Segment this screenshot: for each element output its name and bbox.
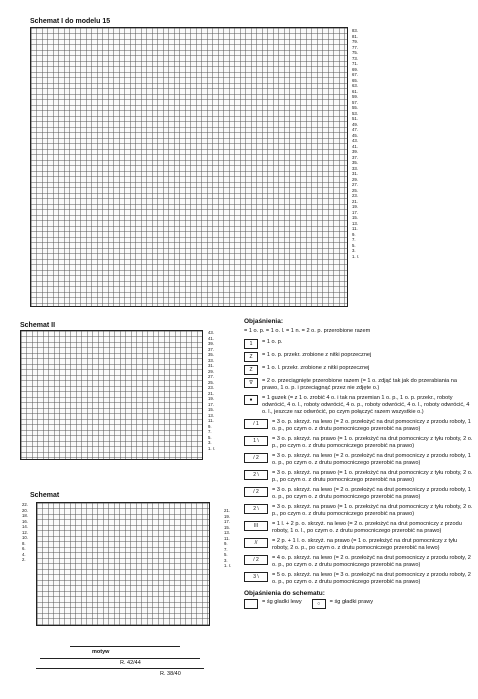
row-number: 12. (22, 529, 28, 535)
row-number: 51. (352, 116, 358, 121)
row-number: 18. (22, 513, 28, 518)
legend-item (244, 487, 474, 501)
row-number: 11. (224, 535, 230, 541)
row-number: 27. (208, 374, 214, 379)
stitch-symbol-icon: 2 \ (244, 470, 268, 480)
legend-item-text: = 3 o. p. skrzyż. na lewo (= 2 o. przełożyć na drut pomocniczy z przodu roboty, 1 o. p., po czym o. z drutu pomocniczego przerobić na prawo) (272, 419, 471, 432)
row-number: 47. (352, 127, 358, 132)
row-number: 13. (224, 530, 230, 535)
legend-item-text: = 3 o. p. skrzyż. na lewo (= 2 o. przełożyć na drut pomocniczy z przodu roboty, 1 o. p., po czym o. z drutu pomocniczego przerobić na prawo) (272, 453, 471, 466)
r2-label: R. 38/40 (160, 671, 181, 677)
row-number: 55. (352, 105, 358, 110)
schemat1-row-numbers (352, 28, 359, 259)
row-number: 59. (352, 94, 358, 99)
row-number: 21. (352, 198, 358, 204)
row-number: 9. (224, 541, 228, 546)
legend-item (244, 504, 474, 518)
legend-item (244, 395, 474, 416)
row-number: 15. (224, 524, 230, 530)
row-number: 25. (352, 187, 358, 193)
legend-item-text: = 5 o. p. skrzyż. na lewo (= 3 o. przełożyć na drut pomocniczy z przodu roboty, 2 o. p., po czym o. z drutu pomocniczego przerobić na prawo) (272, 572, 471, 585)
row-number: 1. r. (208, 445, 216, 451)
row-number: 21. (208, 390, 214, 396)
legend-item-text: = 2 p. + 1 l. o. skrzyż. na prawo (= 1 o. przełożyć na drut pomocniczy z tyłu roboty, 2 o. p., po czym o. z drutu pomocniczego przerobić na lewo) (272, 538, 458, 551)
legend-item (244, 470, 474, 484)
legend-item-text: = 1 o. l. przekr. zrobione z nitki poprzecznej (262, 365, 370, 371)
legend-item (244, 419, 474, 433)
row-number: 19. (352, 204, 358, 209)
blank-square-icon (244, 599, 258, 609)
row-number: 13. (352, 220, 358, 226)
row-number: 6. (22, 546, 26, 551)
row-number: 20. (22, 507, 28, 513)
row-number: 41. (352, 143, 358, 149)
stitch-symbol-icon: Z (244, 352, 258, 362)
row-number: 10. (22, 535, 28, 540)
row-number: 1. r. (224, 563, 232, 568)
r2-bracket (36, 668, 204, 669)
row-number: 5. (352, 242, 356, 248)
row-number: 65. (352, 77, 358, 83)
stitch-symbol-icon: 1 \ (244, 436, 268, 446)
row-number: 9. (352, 231, 356, 237)
stitch-symbol-icon: ● (244, 395, 258, 405)
legend-item (244, 555, 474, 569)
row-number: 1. r. (352, 253, 360, 259)
stitch-symbol-icon: III (244, 521, 268, 531)
row-number: 53. (352, 110, 358, 116)
legend-item-text: = 1 guzek (= z 1 o. zrobić 4 o. i tak na przemian 1 o. p., 1 o. p. przekr., roboty odwrócić, 4 o. l., roboty odwrócić, 4 o. p., roboty odwrócić, 4 o. l., roboty odwrócić, 4 o. l., jeszcze raz odwrócić, po czym połączyć razem wszystkie o.) (262, 395, 470, 415)
legend-item (244, 453, 474, 467)
row-number: 22. (22, 502, 28, 507)
stitch-symbol-icon: Z (244, 365, 258, 375)
stitch-symbol-icon: / 2 (244, 453, 268, 463)
row-number: 7. (224, 546, 228, 552)
legend-item-text: = 4 o. p. skrzyż. na lewo (= 2 o. przełożyć na drut pomocniczy z przodu roboty, 2 o. p., po czym o. z drutu pomocniczego przerobić na prawo) (272, 555, 471, 568)
legend-item-text: = 3 o. p. skrzyż. na lewo (= 2 o. przełożyć na drut pomocniczy z przodu roboty, 1 o. p., po czym o. z drutu pomocniczego przerobić na prawo) (272, 487, 471, 500)
row-number: 5. (224, 552, 228, 557)
row-number: 49. (352, 121, 358, 127)
row-number: 23. (208, 385, 214, 390)
legend-sub-item: = śg gładki prawy (329, 599, 374, 605)
schemat1-title: Schemat I do modelu 15 (30, 18, 111, 25)
row-number: 3. (224, 557, 228, 563)
row-number: 37. (208, 346, 214, 352)
row-number: 57. (352, 99, 358, 105)
row-number: 39. (352, 149, 358, 154)
row-number: 71. (352, 61, 358, 66)
row-number: 45. (352, 132, 358, 138)
stitch-symbol-icon: 3 \ (244, 572, 268, 582)
r1-bracket (40, 658, 200, 659)
row-number: 4. (22, 551, 26, 557)
row-number: 17. (352, 209, 358, 215)
row-number: 77. (352, 44, 358, 50)
row-number: 69. (352, 66, 358, 72)
circle-square-icon: ○ (312, 599, 326, 609)
row-number: 41. (208, 335, 214, 341)
legend-item (244, 352, 474, 362)
legend-item-text: = 1 l. + 2 p. o. skrzyż. na lewo (= 2 o. przełożyć na drut pomocniczy z przodu roboty, 1 o. l., po czym o. z drutu pomocniczego przerobić na prawo) (272, 521, 462, 534)
legend-top-line: = 1 o. p. = 1 o. l. = 1 n. = 2 o. p. przerobione razem (244, 328, 371, 334)
schemat2-title: Schemat II (20, 322, 56, 329)
motyw-bracket (70, 646, 180, 647)
row-number: 31. (208, 363, 214, 368)
row-number: 19. (224, 513, 230, 519)
legend-sub-heading: Objaśnienia do schematu: (244, 590, 325, 597)
row-number: 37. (352, 154, 358, 160)
schemat3-grid (36, 502, 210, 626)
legend (244, 318, 474, 612)
r1-label: R. 42/44 (120, 660, 141, 666)
row-number: 14. (22, 524, 28, 529)
row-number: 3. (352, 248, 356, 253)
row-number: 63. (352, 83, 358, 88)
row-number: 83. (352, 28, 358, 33)
stitch-symbol-icon: / 2 (244, 555, 268, 565)
row-number: 16. (22, 518, 28, 524)
stitch-symbol-icon: 2 \ (244, 504, 268, 514)
row-number: 8. (22, 540, 26, 546)
row-number: 61. (352, 88, 358, 94)
stitch-symbol-icon: // (244, 538, 268, 548)
row-number: 67. (352, 72, 358, 77)
row-number: 5. (208, 434, 212, 440)
legend-item-text: = 3 o. p. skrzyż. na prawo (= 1 o. przełożyć na drut pomocniczy z tyłu roboty, 2 o. p., po czym o. z drutu pomocniczego przerobić na prawo) (272, 436, 473, 449)
schemat2-grid (20, 330, 203, 460)
stitch-symbol-icon: / 1 (244, 419, 268, 429)
row-number: 15. (208, 407, 214, 412)
row-number: 13. (208, 412, 214, 418)
row-number: 19. (208, 396, 214, 401)
row-number: 43. (352, 138, 358, 143)
motyw-label: motyw (92, 649, 110, 655)
row-number: 17. (208, 401, 214, 407)
row-number: 7. (352, 237, 356, 242)
row-number: 73. (352, 55, 358, 61)
legend-item (244, 339, 474, 349)
row-number: 27. (352, 182, 358, 187)
schemat3-row-numbers-right (224, 508, 231, 569)
legend-item-text: = 3 o. p. skrzyż. na prawo (= 1 o. przełożyć na drut pomocniczy z tyłu roboty, 2 o. p., po czym o. z drutu pomocniczego przerobić na prawo) (272, 504, 473, 517)
row-number: 81. (352, 33, 358, 39)
stitch-symbol-icon: 1 (244, 339, 258, 349)
row-number: 2. (22, 557, 26, 562)
row-number: 33. (208, 357, 214, 363)
row-number: 3. (208, 440, 212, 445)
row-number: 35. (208, 352, 214, 357)
legend-sub-item: = śg gładki lewy (262, 599, 302, 605)
row-number: 43. (208, 330, 214, 335)
legend-item (244, 538, 474, 552)
legend-item-text: = 2 o. przeciągnięte przerobione razem (= 1 o. zdjąć tak jak do przerabiania na prawo, 1 o. p. i przeciągnąć przez nie zdjęte o.) (262, 378, 457, 391)
row-number: 15. (352, 215, 358, 220)
row-number: 75. (352, 50, 358, 55)
row-number: 23. (352, 193, 358, 198)
legend-item (244, 365, 474, 375)
row-number: 11. (352, 226, 358, 231)
row-number: 33. (352, 165, 358, 171)
legend-item (244, 521, 474, 535)
row-number: 29. (208, 368, 214, 374)
row-number: 7. (208, 429, 212, 434)
stitch-symbol-icon: ∇ (244, 378, 258, 388)
row-number: 31. (352, 171, 358, 176)
row-number: 35. (352, 160, 358, 165)
legend-item-text: = 1 o. p. (262, 339, 283, 345)
stitch-symbol-icon: / 2 (244, 487, 268, 497)
schemat3-row-numbers-left (22, 502, 28, 563)
legend-item (244, 378, 474, 392)
row-number: 21. (224, 508, 230, 513)
row-number: 79. (352, 39, 358, 44)
schemat3-title: Schemat (30, 492, 60, 499)
schemat2-row-numbers (208, 330, 215, 451)
row-number: 9. (208, 423, 212, 429)
schemat1-grid (30, 27, 348, 307)
row-number: 11. (208, 418, 214, 423)
legend-item (244, 436, 474, 450)
row-number: 17. (224, 519, 230, 524)
legend-heading: Objaśnienia: (244, 318, 284, 325)
legend-item (244, 572, 474, 586)
legend-item-text: = 1 o. p. przekr. zrobione z nitki poprzecznej (262, 352, 372, 358)
row-number: 39. (208, 341, 214, 346)
legend-item-text: = 3 o. p. skrzyż. na prawo (= 1 o. przełożyć na drut pomocniczy z tyłu roboty, 2 o. p., po czym o. z drutu pomocniczego przerobić na prawo) (272, 470, 473, 483)
row-number: 25. (208, 379, 214, 385)
row-number: 29. (352, 176, 358, 182)
